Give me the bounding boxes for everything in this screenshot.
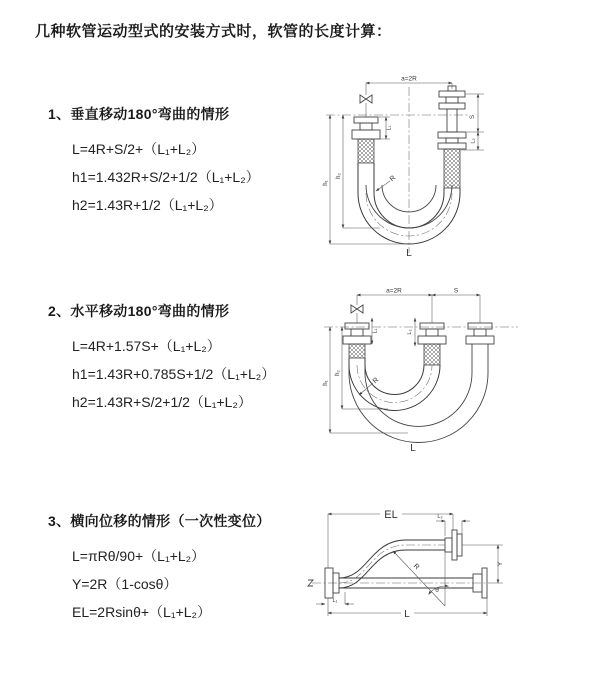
dim-l2-label: L₂ [470, 138, 477, 144]
right-pipe-fitting [438, 86, 466, 188]
diagram-vertical-u-bend [310, 73, 560, 263]
radius-r-label: R [371, 376, 381, 386]
dim-l2-label: L₂ [407, 329, 413, 335]
formula-line: L=4R+S/2+（L₁+L₂） [72, 141, 206, 157]
dim-s [432, 288, 480, 324]
formula-line: Y=2R（1-cosθ） [72, 576, 178, 592]
section-2-formulas [72, 332, 323, 416]
right-pipe-fitting [466, 323, 494, 344]
angle-theta [429, 552, 449, 606]
formula-line: L=4R+1.57S+（L₁+L₂） [72, 338, 221, 354]
dim-a2r [357, 288, 432, 324]
middle-pipe-fitting [418, 323, 446, 365]
formula-line: h2=1.43R+S/2+1/2（L₁+L₂） [72, 394, 252, 410]
dim-a2r [366, 76, 452, 90]
section-vertical-motion [48, 104, 323, 219]
dim-l1-label: L₁ [332, 598, 338, 604]
page-title: 几种软管运动型式的安装方式时，软管的长度计算： [35, 23, 392, 40]
length-l-label: L [406, 248, 412, 259]
section-1-formulas [72, 135, 323, 219]
dim-l1 [376, 117, 393, 139]
dim-h2-label: h₂ [335, 370, 341, 376]
dim-el-label: EL [384, 509, 398, 521]
formula-line: EL=2Rsinθ+（L₁+L₂） [72, 604, 211, 620]
formula-line: h1=1.43R+0.785S+1/2（L₁+L₂） [72, 366, 276, 382]
left-pipe-fitting [343, 323, 371, 358]
left-pipe-fitting [352, 117, 380, 163]
dim-s-label: S [470, 114, 476, 120]
dim-s-label: S [453, 287, 459, 295]
dim-l2 [471, 132, 479, 150]
angle-theta-label: θ [435, 587, 439, 594]
radius-r-label: R [411, 562, 421, 572]
section-horizontal-motion [48, 301, 323, 416]
dim-l1-label: L₁ [386, 125, 393, 131]
valve-icon [351, 295, 363, 323]
section-3-formulas [72, 542, 323, 626]
section-3-heading: 3、横向位移的情形（一次性变位） [48, 513, 271, 529]
dim-y-label: Y [497, 561, 504, 567]
formula-line: h2=1.43R+1/2（L₁+L₂） [72, 197, 223, 213]
dim-h2-label: h₂ [336, 173, 342, 179]
dim-a2r-label: a=2R [386, 287, 402, 295]
diagram-horizontal-u-bend [308, 278, 558, 458]
dim-h1-label: h₁ [323, 380, 329, 386]
length-l-label: L [410, 443, 416, 454]
hose-u-curves [349, 344, 488, 443]
section-1-heading: 1、垂直移动180°弯曲的情形 [48, 106, 230, 122]
dim-l1 [372, 318, 379, 344]
radius-label [359, 377, 380, 395]
section-2-heading: 2、水平移动180°弯曲的情形 [48, 303, 230, 319]
valve-icon [360, 83, 372, 117]
dim-l [328, 598, 487, 620]
dim-h1-label: h₁ [323, 180, 329, 186]
dim-y [462, 545, 504, 583]
formula-line: h1=1.432R+S/2+1/2（L₁+L₂） [72, 169, 260, 185]
dim-l1-label: L₁ [372, 328, 379, 334]
radius-label [376, 175, 397, 191]
dim-l1 [316, 592, 354, 604]
dim-a2r-label: a=2R [401, 75, 417, 83]
diagram-lateral-displacement [298, 494, 598, 628]
dim-el [328, 507, 453, 568]
section-lateral-displacement [48, 511, 323, 626]
dim-l2 [407, 318, 415, 346]
radius-r-label: R [388, 174, 398, 184]
dim-l2-label: L₂ [437, 514, 443, 520]
formula-line: L=πRθ/90+（L₁+L₂） [72, 548, 206, 564]
dim-l-label: L [404, 609, 410, 620]
